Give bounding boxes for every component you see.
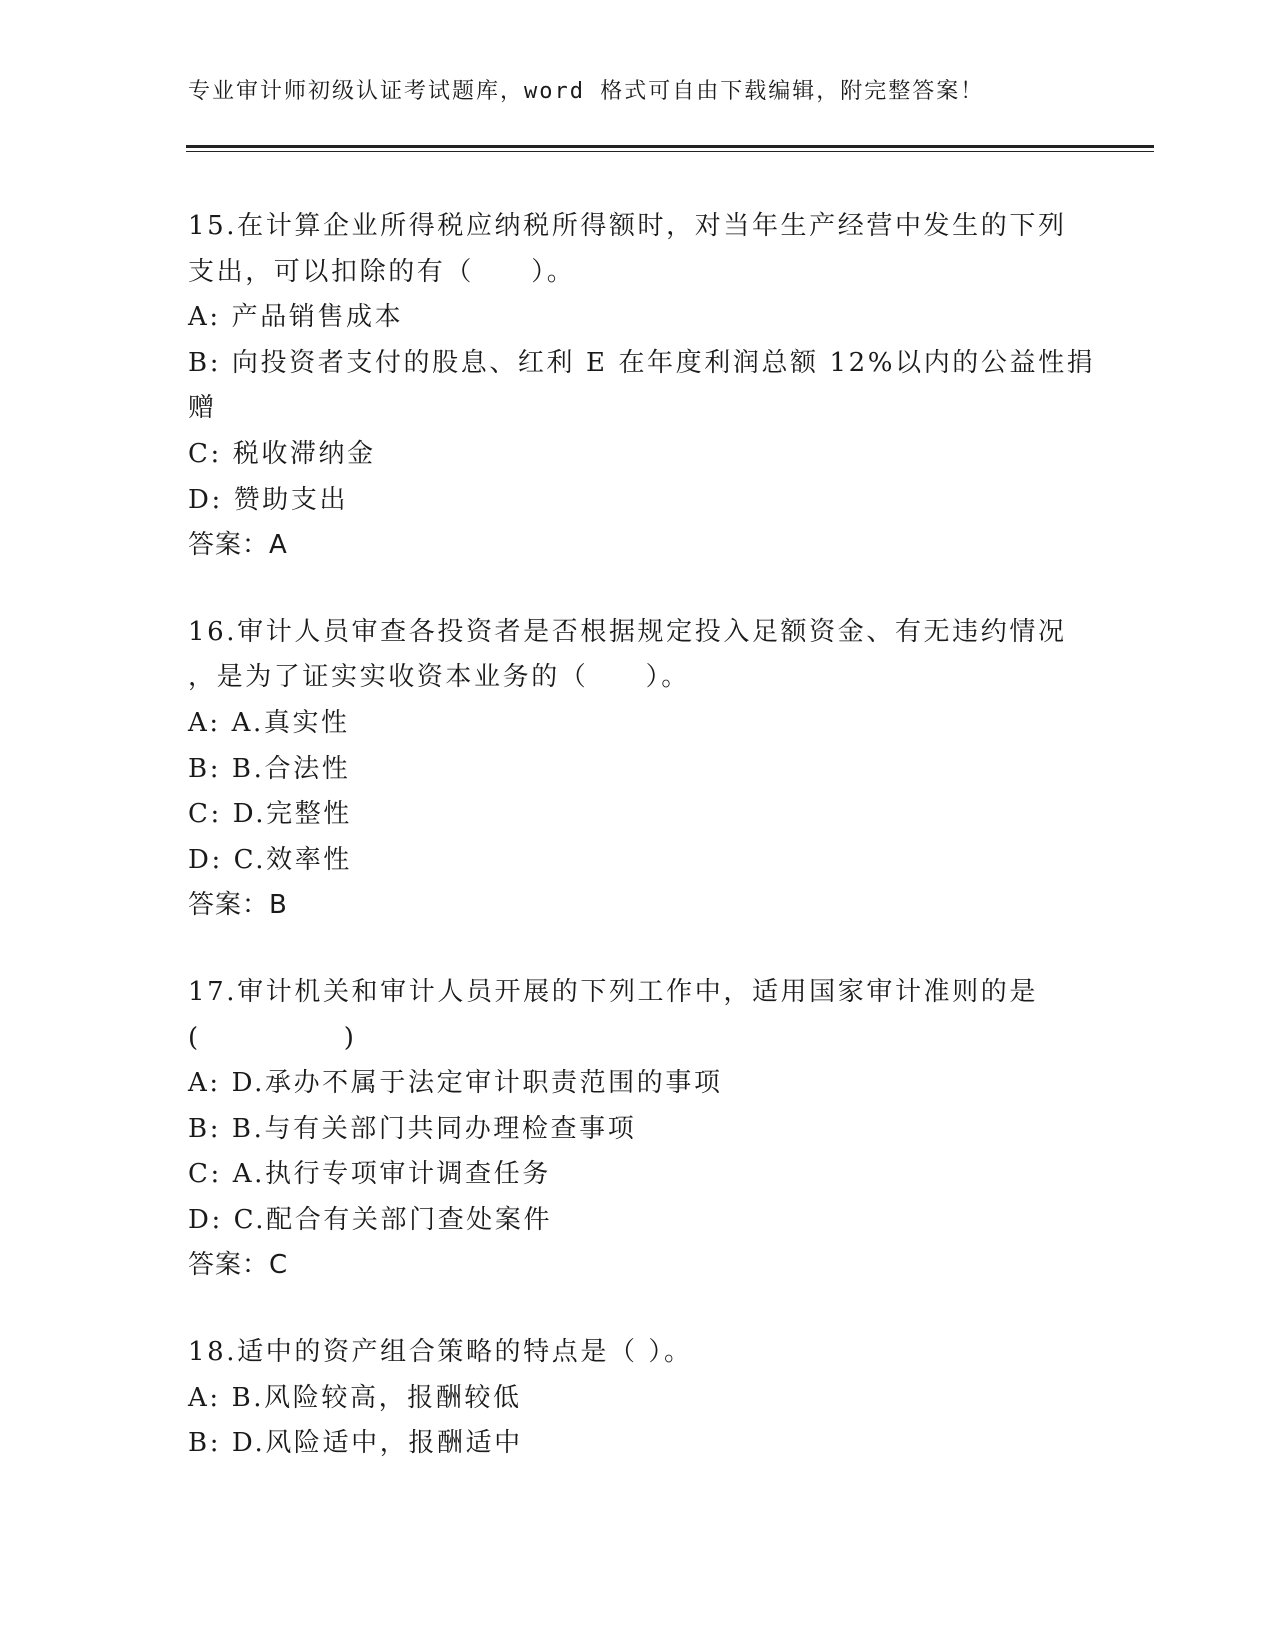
question-block (188, 610, 1088, 929)
option-line: A: A.真实性 (188, 707, 350, 738)
option-line: D: C.效率性 (188, 844, 352, 875)
option-line: D: 赞助支出 (188, 484, 349, 515)
question-stem-line: ( ) (188, 1022, 357, 1053)
answer-line: 答案：C (188, 1250, 289, 1281)
question-list (188, 204, 1096, 1508)
question-block (188, 1330, 1088, 1467)
option-line: B: B.与有关部门共同办理检查事项 (188, 1113, 637, 1144)
page-header: 专业审计师初级认证考试题库，word 格式可自由下载编辑，附完整答案！ (188, 79, 985, 104)
option-line: C: D.完整性 (188, 799, 352, 830)
answer-line: 答案：B (188, 890, 288, 921)
question-stem-line: 16.审计人员审查各投资者是否根据规定投入足额资金、有无违约情况 (188, 616, 1067, 647)
question-stem-line: 支出，可以扣除的有（ ）。 (188, 256, 576, 287)
question-stem-line: ，是为了证实实收资本业务的（ ）。 (188, 662, 690, 693)
question-stem-line: 17.审计机关和审计人员开展的下列工作中，适用国家审计准则的是 (188, 976, 1038, 1007)
option-line: C: A.执行专项审计调查任务 (188, 1159, 551, 1190)
option-line: 赠 (188, 393, 217, 424)
option-line: B: 向投资者支付的股息、红利 E 在年度利润总额 12%以内的公益性捐 (188, 347, 1096, 378)
answer-line: 答案：A (188, 530, 288, 561)
option-line: B: B.合法性 (188, 753, 351, 784)
question-block (188, 970, 1088, 1289)
question-stem-line: 15.在计算企业所得税应纳税所得额时，对当年生产经营中发生的下列 (188, 211, 1067, 241)
question-stem-line: 18.适中的资产组合策略的特点是（ ）。 (188, 1337, 693, 1368)
option-line: C: 税收滞纳金 (188, 438, 376, 469)
option-line: A: 产品销售成本 (188, 302, 404, 333)
header-rule (186, 145, 1154, 148)
option-line: B: D.风险适中，报酬适中 (188, 1428, 523, 1459)
option-line: A: D.承办不属于法定审计职责范围的事项 (188, 1068, 723, 1099)
header-rule-thin (186, 151, 1154, 152)
option-line: A: B.风险较高，报酬较低 (188, 1382, 522, 1413)
question-block (188, 204, 1096, 569)
option-line: D: C.配合有关部门查处案件 (188, 1204, 553, 1235)
